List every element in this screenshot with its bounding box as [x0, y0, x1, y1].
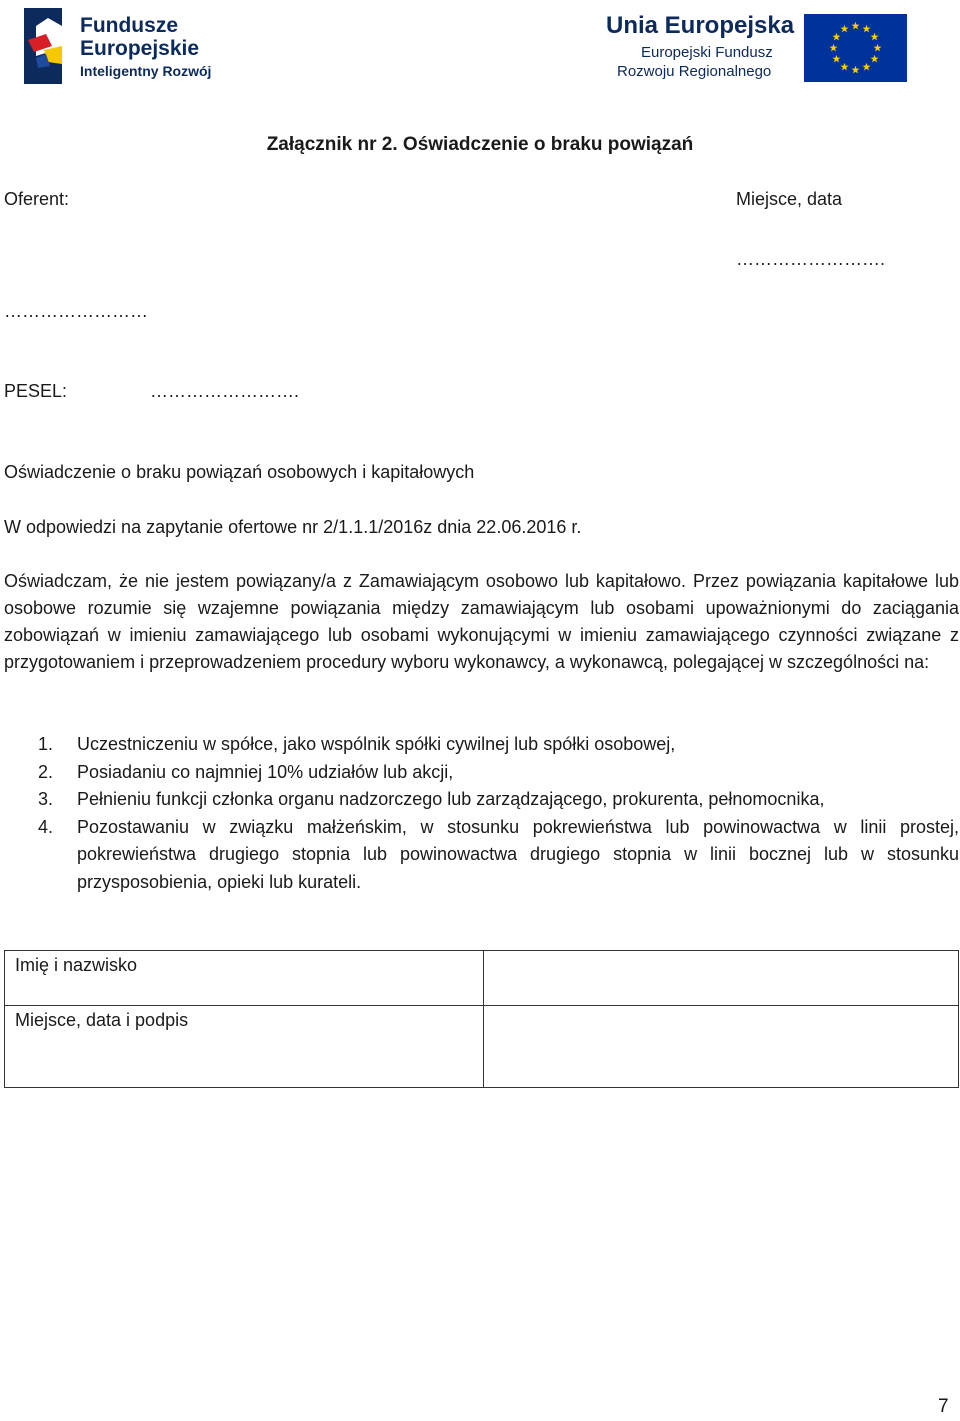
list-item — [4, 759, 959, 787]
list-item-text: Uczestniczeniu w spółce, jako wspólnik spółki cywilnej lub spółki osobowej, — [77, 734, 676, 754]
oferent-label: Oferent: — [4, 189, 70, 209]
oferent-field[interactable]: …………………… — [4, 301, 148, 321]
fe-logo-line3: Inteligentny Rozwój — [80, 63, 212, 79]
list-item-number: 1. — [38, 734, 54, 754]
list-item — [4, 786, 959, 814]
page-number: 7 — [938, 1396, 949, 1417]
signature-input-cell[interactable] — [484, 1006, 958, 1087]
ue-logo-title: Unia Europejska — [606, 12, 795, 39]
ue-logo-line1: Europejski Fundusz — [641, 44, 773, 61]
list-item-number: 2. — [38, 761, 54, 782]
inquiry-reference: W odpowiedzi na zapytanie ofertowe nr 2/1.1.1/2016z dnia 22.06.2016 r. — [4, 517, 582, 537]
name-input-cell[interactable] — [484, 951, 958, 1005]
pesel-field[interactable]: ……………………. — [150, 381, 300, 401]
statement-paragraph: Oświadczam, że nie jestem powiązany/a z Zamawiającym osobowo lub kapitałowo. Przez powiązania kapitałowe lub osobowe rozumie się wzajemne powiązania między zamawiającym lub osobami upoważnionymi do zaciągania zobowiązań w imieniu zamawiającego lub osobami wykonującymi w imieniu zamawiającego czynności związane z przygotowaniem i przeprowadzeniem procedury wyboru wykonawcy, a wykonawcą, polegającej w szczególności na: — [4, 571, 959, 672]
place-date-label: Miejsce, data — [736, 189, 843, 209]
statement-heading: Oświadczenie o braku powiązań osobowych i kapitałowych — [4, 462, 475, 482]
list-item-text: Posiadaniu co najmniej 10% udziałów lub akcji, — [77, 761, 454, 782]
ue-logo-line2: Rozwoju Regionalnego — [617, 63, 772, 80]
conditions-list — [4, 731, 959, 896]
pesel-label: PESEL: — [4, 381, 68, 401]
list-item-number: 4. — [38, 816, 54, 837]
list-item-number: 3. — [38, 789, 54, 809]
fe-logo-line2: Europejskie — [80, 37, 200, 60]
list-item-text: Pozostawaniu w związku małżeńskim, w stosunku pokrewieństwa lub powinowactwa w linii prostej, pokrewieństwa drugiego stopnia lub powinowactwa drugiego stopnia w linii bocznej lub w stosunku przysposobienia, opieki lub kurateli. — [77, 816, 959, 892]
name-label: Imię i nazwisko — [15, 955, 138, 975]
list-item — [4, 814, 959, 897]
place-date-signature-label: Miejsce, data i podpis — [15, 1010, 189, 1030]
signature-table — [4, 950, 959, 1088]
fe-logo-line1: Fundusze — [80, 14, 178, 37]
document-title: Załącznik nr 2. Oświadczenie o braku powiązań — [266, 134, 694, 155]
list-item — [4, 731, 959, 759]
list-item-text: Pełnieniu funkcji członka organu nadzorczego lub zarządzającego, prokurenta, pełnomocnika, — [77, 789, 825, 809]
eu-flag-icon — [804, 14, 907, 82]
place-date-field[interactable]: ……………………. — [736, 249, 886, 269]
